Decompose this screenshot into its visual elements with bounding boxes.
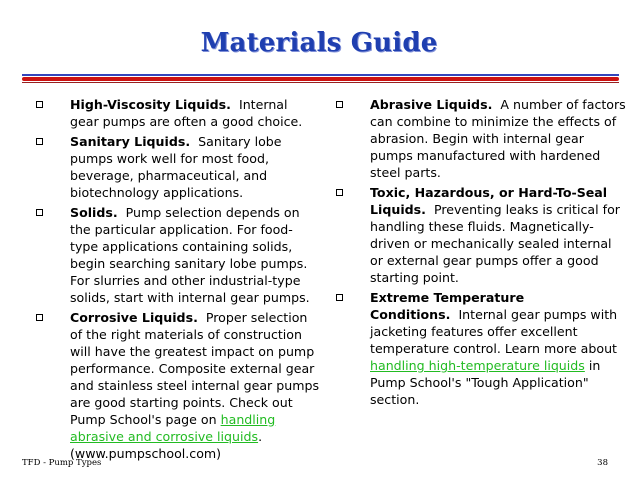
footer-label: TFD - Pump Types xyxy=(22,458,102,468)
list-item-abrasive xyxy=(336,96,628,181)
checkbox-bullet-icon xyxy=(36,96,43,113)
item-heading: Solids. xyxy=(70,205,118,220)
title-divider-blue xyxy=(22,74,619,76)
list-item-sanitary xyxy=(36,133,320,201)
item-text: Internal gear pumps are often a good choice. xyxy=(70,97,303,129)
title-divider-red xyxy=(22,77,619,81)
abrasive-corrosive-link[interactable]: handling abrasive and corrosive liquids xyxy=(70,412,276,444)
item-heading: High-Viscosity Liquids. xyxy=(70,97,231,112)
checkbox-bullet-icon xyxy=(336,184,343,201)
item-text: Internal gear pumps with jacketing features offer excellent temperature control. Learn more about xyxy=(370,307,618,356)
title-divider-shadow xyxy=(22,82,619,83)
item-heading: Corrosive Liquids. xyxy=(70,310,198,325)
right-column xyxy=(336,96,628,411)
item-heading: Abrasive Liquids. xyxy=(370,97,493,112)
checkbox-bullet-icon xyxy=(336,96,343,113)
list-item-high-viscosity xyxy=(36,96,320,130)
checkbox-bullet-icon xyxy=(36,309,43,326)
high-temperature-link[interactable]: handling high-temperature liquids xyxy=(370,358,585,373)
item-heading: Toxic, Hazardous, or Hard-To-Seal Liquids. xyxy=(370,185,608,217)
checkbox-bullet-icon xyxy=(36,204,43,221)
item-text: Proper selection of the right materials of construction will have the greatest impact on pump performance. Composite external gear and stainless steel internal gear pumps are good starting points. Check out Pump School's page on xyxy=(70,310,320,427)
item-heading: Extreme Temperature Conditions. xyxy=(370,290,525,322)
list-item-extreme-temp xyxy=(336,289,628,408)
item-text-after: in Pump School's "Tough Application" section. xyxy=(370,358,601,407)
left-column xyxy=(36,96,320,465)
checkbox-bullet-icon xyxy=(36,133,43,150)
item-heading: Sanitary Liquids. xyxy=(70,134,191,149)
list-item-solids xyxy=(36,204,320,306)
list-item-toxic xyxy=(336,184,628,286)
slide-title: Materials Guide xyxy=(200,28,438,58)
list-item-corrosive xyxy=(36,309,320,462)
checkbox-bullet-icon xyxy=(336,289,343,306)
item-text-after: . (www.pumpschool.com) xyxy=(70,429,263,461)
item-text: Preventing leaks is critical for handling these fluids. Magnetically-driven or mechanically sealed internal or external gear pumps offer a good starting point. xyxy=(370,202,620,285)
item-text: A number of factors can combine to minimize the effects of abrasion. Begin with internal gear pumps manufactured with hardened steel parts. xyxy=(370,97,626,180)
page-number: 38 xyxy=(597,458,608,468)
item-text: Sanitary lobe pumps work well for most food, beverage, pharmaceutical, and biotechnology applications. xyxy=(70,134,282,200)
item-text: Pump selection depends on the particular application. For food-type applications containing solids, begin searching sanitary lobe pumps. For slurries and other industrial-type solids, start with internal gear pumps. xyxy=(70,205,310,305)
